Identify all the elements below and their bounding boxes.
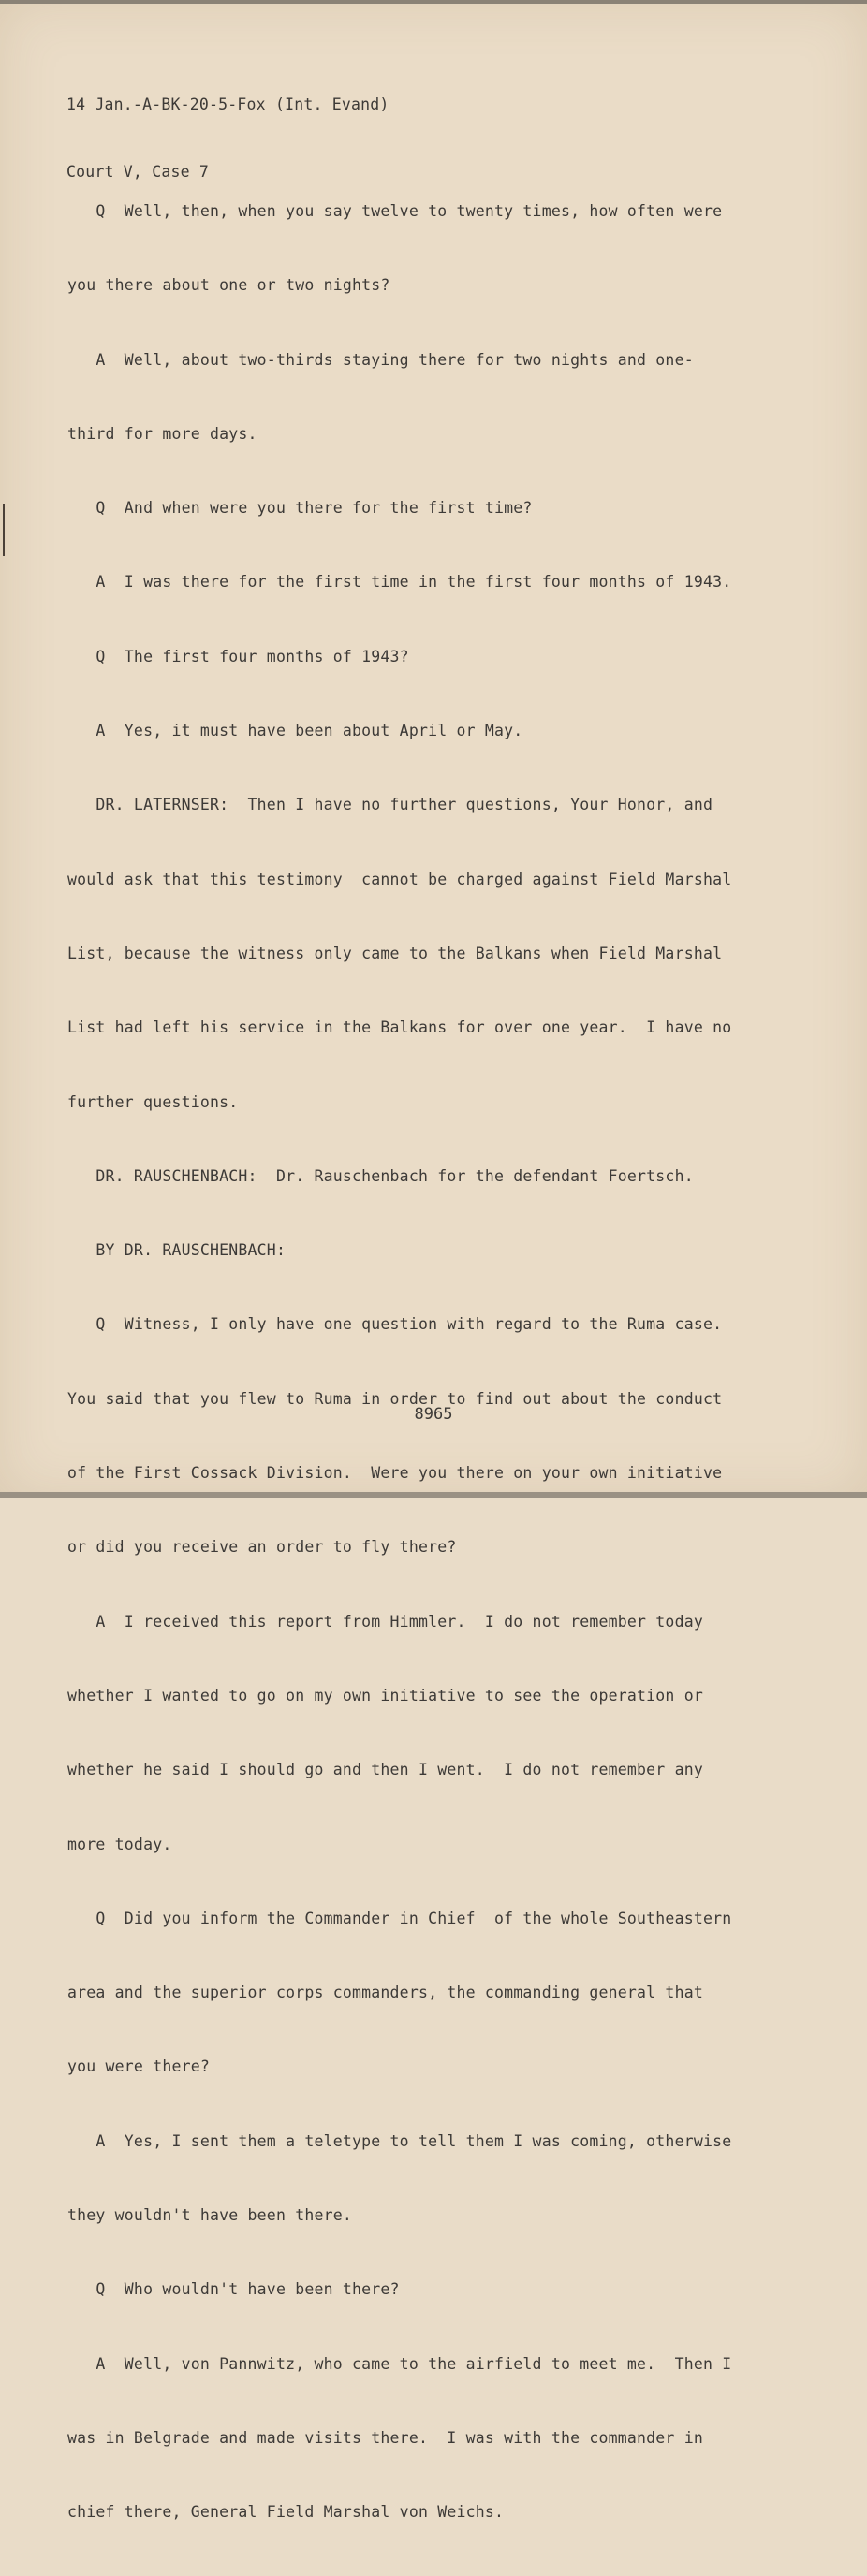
transcript-line: you there about one or two nights? xyxy=(67,276,390,295)
transcript-line: A Well, about two-thirds staying there for two nights and one- xyxy=(67,350,694,369)
transcript-line: whether he said I should go and then I went. I do not remember any xyxy=(67,1761,703,1779)
transcript-line: Q Who wouldn't have been there? xyxy=(67,2280,400,2299)
transcript-line: or did you receive an order to fly there? xyxy=(67,1538,457,1557)
transcript-line: Q Witness, I only have one question with regard to the Ruma case. xyxy=(67,1315,723,1334)
transcript-line: chief there, General Field Marshal von Weichs. xyxy=(67,2503,505,2522)
transcript-line: List had left his service in the Balkans for over one year. I have no xyxy=(67,1018,732,1037)
transcript-line: of the First Cossack Division. Were you there on your own initiative xyxy=(67,1464,723,1483)
transcript-line: further questions. xyxy=(67,1092,239,1111)
transcript-line: Q And when were you there for the first time? xyxy=(67,499,533,518)
transcript-line: you were there? xyxy=(67,2057,211,2076)
transcript-line: Q The first four months of 1943? xyxy=(67,647,409,666)
page-number: 8965 xyxy=(414,1405,453,1424)
margin-mark xyxy=(3,504,5,556)
transcript-line: Q Did you inform the Commander in Chief of the whole Southeastern xyxy=(67,1909,732,1927)
page-bottom-edge xyxy=(0,1492,867,1498)
transcript-line: A I was there for the first time in the first four months of 1943. xyxy=(67,573,732,592)
transcript-line: A I received this report from Himmler. I do not remember today xyxy=(67,1612,703,1631)
transcript-line: DR. LATERNSER: Then I have no further questions, Your Honor, and xyxy=(67,796,713,814)
transcript-line: DR. RAUSCHENBACH: Dr. Rauschenbach for the defendant Foertsch. xyxy=(67,1166,694,1185)
transcript-line: third for more days. xyxy=(67,424,257,443)
header-line-2: Court V, Case 7 xyxy=(66,163,210,181)
transcript-line: A Well, von Pannwitz, who came to the airfield to meet me. Then I xyxy=(67,2354,732,2373)
transcript-line: A Yes, it must have been about April or May. xyxy=(67,722,523,740)
transcript-line: A Yes, I sent them a teletype to tell them I was coming, otherwise xyxy=(67,2131,732,2150)
transcript-line: they wouldn't have been there. xyxy=(67,2206,353,2225)
transcript-line: BY DR. RAUSCHENBACH: xyxy=(67,1241,287,1260)
transcript-line: Q Well, then, when you say twelve to twenty times, how often were xyxy=(67,202,723,220)
transcript-line: more today. xyxy=(67,1835,172,1853)
transcript-line: would ask that this testimony cannot be charged against Field Marshal xyxy=(67,870,732,888)
page-top-edge xyxy=(0,0,867,4)
transcript-line: List, because the witness only came to the Balkans when Field Marshal xyxy=(67,944,723,962)
header-line-1: 14 Jan.-A-BK-20-5-Fox (Int. Evand) xyxy=(66,95,389,113)
transcript-body xyxy=(67,165,835,2576)
transcript-line: You said that you flew to Ruma in order to find out about the conduct xyxy=(67,1389,723,1408)
transcript-line: was in Belgrade and made visits there. I was with the commander in xyxy=(67,2428,703,2447)
transcript-line: whether I wanted to go on my own initiative to see the operation or xyxy=(67,1686,703,1705)
transcript-line: area and the superior corps commanders, the commanding general that xyxy=(67,1983,703,2002)
